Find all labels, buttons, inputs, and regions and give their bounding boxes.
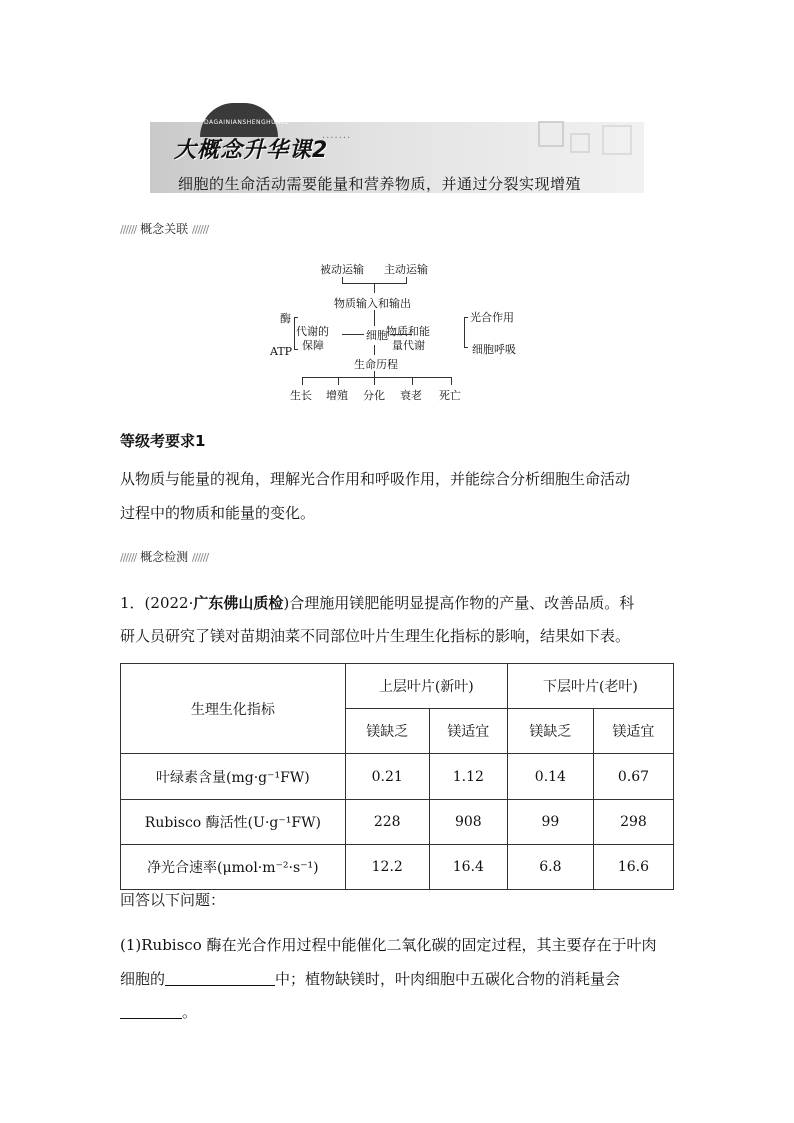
question-prefix: 1．(2022· [120,594,194,612]
connector-line [374,283,375,293]
connector-line [374,310,375,326]
table-cell: 0.21 [345,754,429,800]
node-photosynthesis: 光合作用 [470,311,514,324]
table-row-label: 叶绿素含量(mg·g⁻¹FW) [121,754,346,800]
section-concept-association [120,220,208,237]
table-header-upper-leaves: 上层叶片(新叶) [345,664,507,709]
hatch-decoration: ////// [120,551,137,564]
table-cell: 16.6 [593,845,673,890]
node-life-history: 生命历程 [354,358,398,371]
node-active-transport: 主动运输 [384,263,428,276]
table-cell: 99 [507,800,593,845]
answer-blank-1[interactable] [165,967,275,986]
node-stage-growth: 生长 [290,389,312,402]
table-row [121,800,674,845]
section-label-text: 概念检测 [140,550,189,564]
connector-line [374,377,375,385]
table-cell: 298 [593,800,673,845]
banner-title: 大概念升华课2 [174,138,329,163]
concept-diagram [260,255,540,405]
node-material-transport: 物质输入和输出 [334,297,411,310]
data-table [120,663,674,890]
bracket-line [464,347,468,348]
bracket-line [294,349,298,350]
answer-intro: 回答以下问题： [120,891,226,909]
table-cell: 0.67 [593,754,673,800]
table-subheader: 镁缺乏 [507,709,593,754]
bracket-line [464,317,465,347]
chapter-banner [150,103,644,193]
connector-line [338,377,339,385]
table-row [121,754,674,800]
connector-line [342,334,364,335]
table-row-label: 净光合速率(μmol·m⁻²·s⁻¹) [121,845,346,890]
node-metabolism-guarantee-2: 保障 [302,339,324,352]
table-cell: 0.14 [507,754,593,800]
connector-line [302,377,452,378]
node-metabolism-guarantee-1: 代谢的 [296,325,329,338]
answer-q1-end: 。 [182,1003,198,1021]
table-cell: 228 [345,800,429,845]
table-subheader: 镁适宜 [429,709,507,754]
connector-line [302,377,303,385]
table-cell: 6.8 [507,845,593,890]
node-enzyme: 酶 [280,312,291,325]
table-row-label: Rubisco 酶活性(U·g⁻¹FW) [121,800,346,845]
answer-q1-line-3 [120,995,197,1029]
answer-q1-line-2 [120,962,620,996]
section-label-text: 概念关联 [140,222,189,236]
banner-square-decoration [602,125,632,155]
table-cell: 16.4 [429,845,507,890]
bracket-line [294,317,295,349]
node-stage-death: 死亡 [439,389,461,402]
table-subheader: 镁适宜 [593,709,673,754]
table-header-lower-leaves: 下层叶片(老叶) [507,664,673,709]
connector-line [374,345,375,355]
answer-q1-text-a: 细胞的 [120,970,166,988]
table-subheader: 镁缺乏 [345,709,429,754]
question-line-2: 研人员研究了镁对苗期油菜不同部位叶片生理生化指标的影响，结果如下表。 [120,627,631,645]
answer-blank-2[interactable] [120,1000,182,1019]
banner-caption: 细胞的生命活动需要能量和营养物质，并通过分裂实现增殖 [178,175,582,193]
requirement-line-2: 过程中的物质和能量的变化。 [120,504,316,522]
table-cell: 908 [429,800,507,845]
banner-square-decoration [570,133,590,153]
node-cell: 细胞 [366,329,388,342]
table-header-indicator: 生理生化指标 [121,664,346,754]
banner-dots: ······· [322,133,352,144]
node-stage-differentiation: 分化 [363,389,385,402]
banner-subtitle: DAGAINIANSHENGHUAKE [204,119,290,126]
node-atp: ATP [270,345,293,358]
question-line-1 [120,586,634,620]
hatch-decoration: ////// [120,223,137,236]
node-energy-metabolism-2: 量代谢 [392,339,425,352]
hatch-decoration: ////// [191,551,209,564]
table-row [121,845,674,890]
banner-square-decoration [538,121,564,147]
table-cell: 1.12 [429,754,507,800]
connector-line [451,377,452,385]
node-passive-transport: 被动运输 [320,263,364,276]
hatch-decoration: ////// [191,223,209,236]
node-energy-metabolism-1: 物质和能 [386,325,430,338]
question-text: )合理施用镁肥能明显提高作物的产量、改善品质。科 [283,594,635,612]
bracket-line [294,317,298,318]
connector-line [412,377,413,385]
answer-q1-line-1: (1)Rubisco 酶在光合作用过程中能催化二氧化碳的固定过程，其主要存在于叶肉 [120,936,657,954]
node-stage-proliferation: 增殖 [326,389,348,402]
answer-q1-text-b: 中；植物缺镁时，叶肉细胞中五碳化合物的消耗量会 [275,970,621,988]
table-cell: 12.2 [345,845,429,890]
node-stage-aging: 衰老 [400,389,422,402]
requirement-heading: 等级考要求1 [120,432,206,450]
question-source: 广东佛山质检 [193,594,284,612]
bracket-line [464,317,468,318]
node-cell-respiration: 细胞呼吸 [472,343,516,356]
section-concept-check [120,548,208,565]
requirement-line-1: 从物质与能量的视角，理解光合作用和呼吸作用，并能综合分析细胞生命活动 [120,470,631,488]
